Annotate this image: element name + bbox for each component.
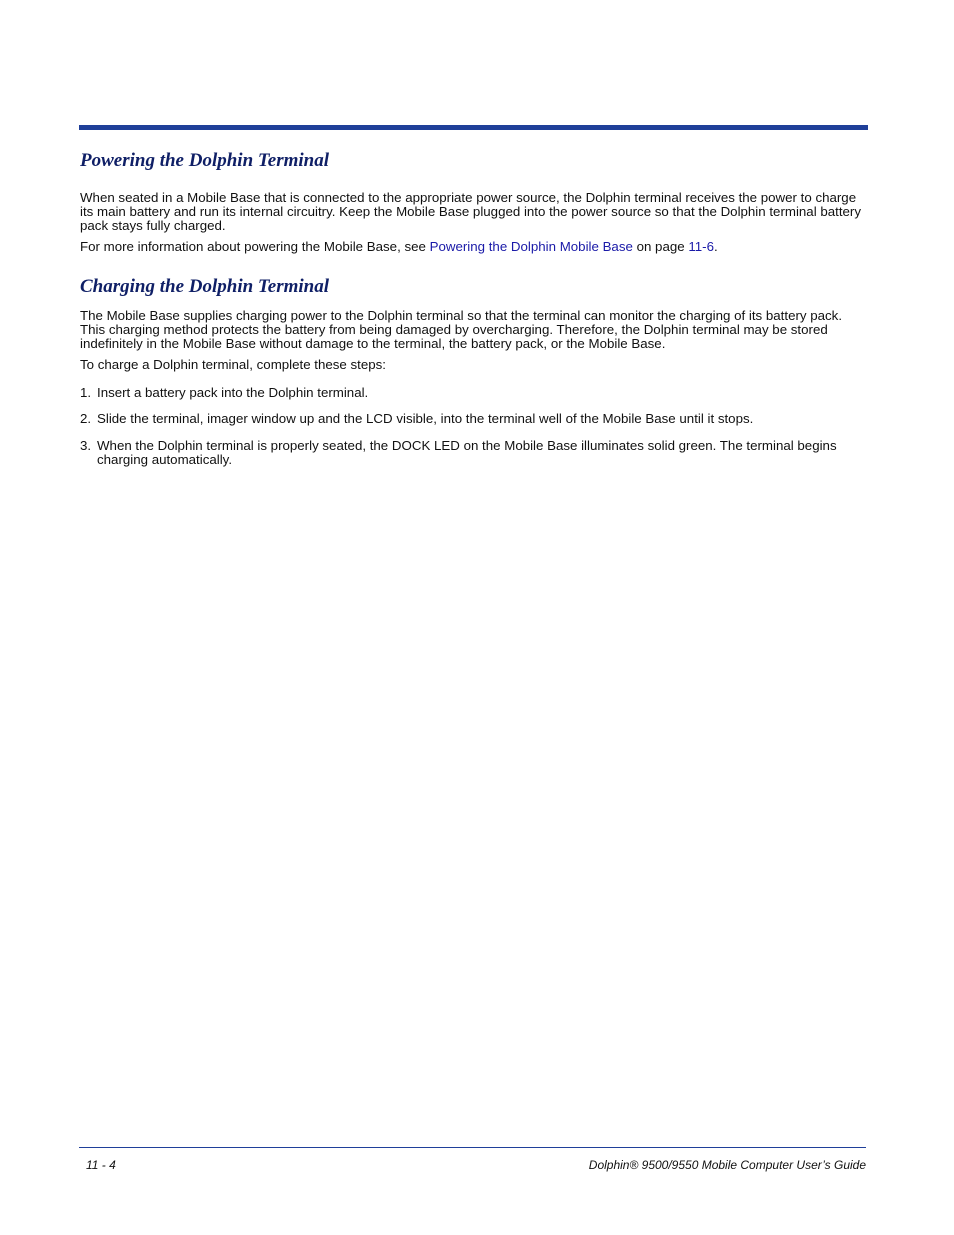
charging-steps-intro: To charge a Dolphin terminal, complete these steps: <box>80 357 386 372</box>
section-heading-charging: Charging the Dolphin Terminal <box>80 276 330 297</box>
step-number: 1. <box>80 385 92 400</box>
powering-mobile-base-link[interactable]: Powering the Dolphin Mobile Base <box>429 239 633 254</box>
section-heading-powering: Powering the Dolphin Terminal <box>80 150 329 171</box>
step-text: Insert a battery pack into the Dolphin terminal. <box>97 385 369 400</box>
page-reference-link[interactable]: 11-6 <box>688 239 714 254</box>
footer-page-number: 11 - 4 <box>86 1158 116 1172</box>
step-number: 2. <box>80 411 92 426</box>
step-text: When the Dolphin terminal is properly seated, the DOCK LED on the Mobile Base illuminates solid green. The terminal begins charging automatically. <box>97 438 837 467</box>
step-text: Slide the terminal, imager window up and the LCD visible, into the terminal well of the Mobile Base until it stops. <box>97 411 754 426</box>
footer-rule <box>79 1147 866 1148</box>
more-info-prefix: For more information about powering the Mobile Base, see <box>80 239 430 254</box>
more-info-suffix: . <box>713 239 718 254</box>
charging-paragraph: The Mobile Base supplies charging power to the Dolphin terminal so that the terminal can monitor the charging of its battery pack. This charging method protects the battery from being damaged by overcharging. Therefore, the Dolphin terminal may be stored indefinitely in the Mobile Base without damage to the terminal, the battery pack, or the Mobile Base. <box>80 308 843 351</box>
header-rule <box>79 125 868 130</box>
footer-guide-title: Dolphin® 9500/9550 Mobile Computer User’s Guide <box>588 1158 866 1172</box>
powering-paragraph: When seated in a Mobile Base that is connected to the appropriate power source, the Dolphin terminal receives the power to charge its main battery and run its internal circuitry. Keep the Mobile Base plugged into the power source so that the Dolphin terminal battery pack stays fully charged. <box>80 190 861 233</box>
powering-more-info-paragraph <box>80 240 870 254</box>
step-number: 3. <box>80 438 92 453</box>
more-info-middle: on page <box>632 239 689 254</box>
